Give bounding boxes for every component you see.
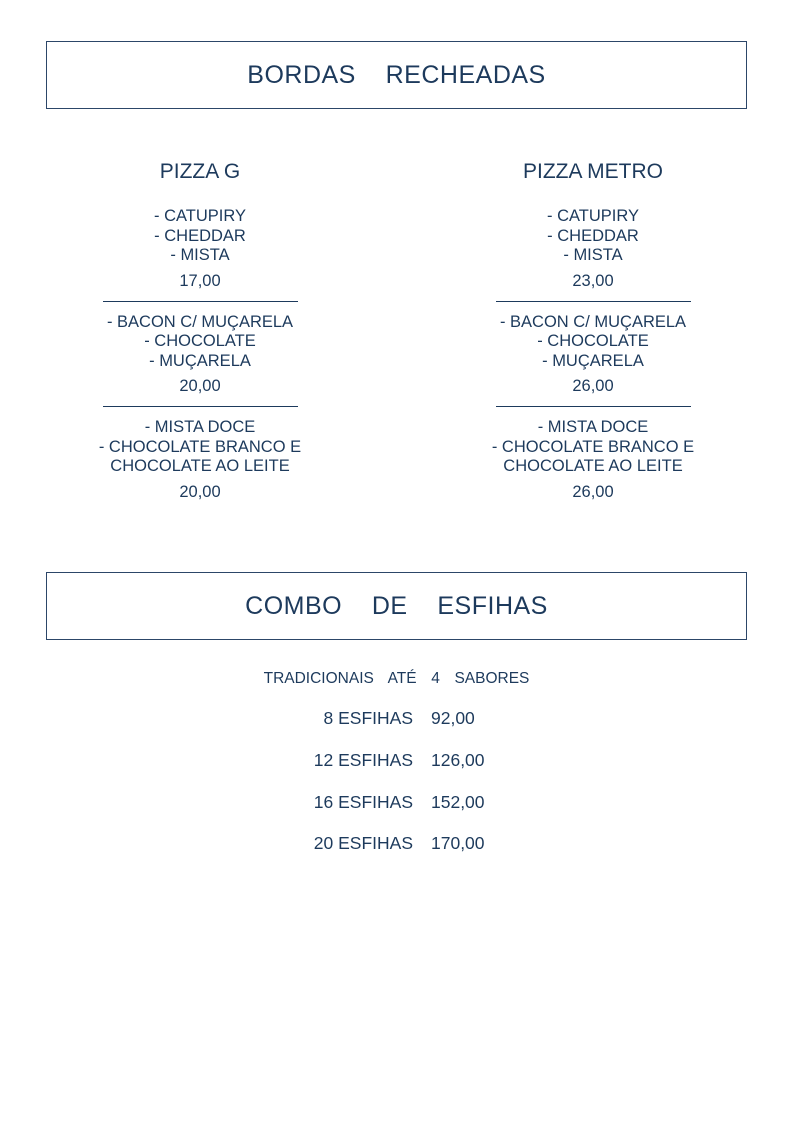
pizza-g-column [70,157,330,502]
combo-price: 170,00 [431,833,485,853]
flavor-item: - CHEDDAR [154,226,246,245]
combo-row [0,831,793,855]
divider [496,406,691,407]
combo-price: 152,00 [431,792,485,812]
price-group [463,207,723,291]
flavor-item: CHOCOLATE AO LEITE [110,457,290,475]
combo-price: 92,00 [431,708,475,728]
combo-subtitle: TRADICIONAIS ATÉ 4 SABORES [263,670,530,687]
pizza-g-title: PIZZA G [159,160,241,183]
combo-row [0,706,793,730]
bordas-recheadas-header: BORDAS RECHEADAS [46,41,747,109]
price-group [463,313,723,397]
flavor-item: CHOCOLATE AO LEITE [503,457,683,475]
group-price: 20,00 [179,482,221,501]
divider [103,406,298,407]
group-price: 17,00 [179,271,221,290]
flavor-item: - MUÇARELA [542,351,644,370]
group-price: 26,00 [572,482,614,501]
flavor-item: - CHOCOLATE [144,332,256,350]
flavor-list [70,207,330,266]
pizza-metro-column [463,157,723,502]
flavor-item: - CATUPIRY [154,207,246,225]
flavor-item: - MUÇARELA [149,351,251,370]
flavor-item: - CHOCOLATE [537,332,649,350]
combo-price: 126,00 [431,750,485,770]
flavor-item: - CHOCOLATE BRANCO E [491,437,695,456]
flavor-item: - MISTA DOCE [537,418,649,436]
combo-esfihas-header: COMBO DE ESFIHAS [46,572,747,640]
combo-quantity: 16 ESFIHAS [313,792,413,812]
flavor-list [70,313,330,372]
flavor-item: - CHOCOLATE BRANCO E [98,437,302,456]
flavor-list [463,418,723,477]
flavor-item: - CHEDDAR [547,226,639,245]
flavor-item: - BACON C/ MUÇARELA [106,312,294,331]
divider [103,301,298,302]
group-price: 26,00 [572,377,614,395]
price-group [70,207,330,291]
combo-row [0,790,793,814]
flavor-list [463,207,723,266]
combo-quantity: 20 ESFIHAS [313,833,413,853]
price-group [463,418,723,502]
group-price: 20,00 [179,377,221,395]
combo-quantity: 8 ESFIHAS [323,708,413,728]
flavor-list [70,418,330,477]
combo-quantity: 12 ESFIHAS [313,750,413,770]
flavor-item: - MISTA [563,246,623,264]
flavor-list [463,313,723,372]
price-group [70,313,330,397]
flavor-item: - CATUPIRY [547,207,639,225]
flavor-item: - BACON C/ MUÇARELA [499,312,687,331]
combo-row [0,748,793,772]
pizza-metro-title: PIZZA METRO [522,160,663,183]
divider [496,301,691,302]
flavor-item: - MISTA [170,246,230,264]
group-price: 23,00 [572,271,614,290]
flavor-item: - MISTA DOCE [144,418,256,436]
price-group [70,418,330,502]
